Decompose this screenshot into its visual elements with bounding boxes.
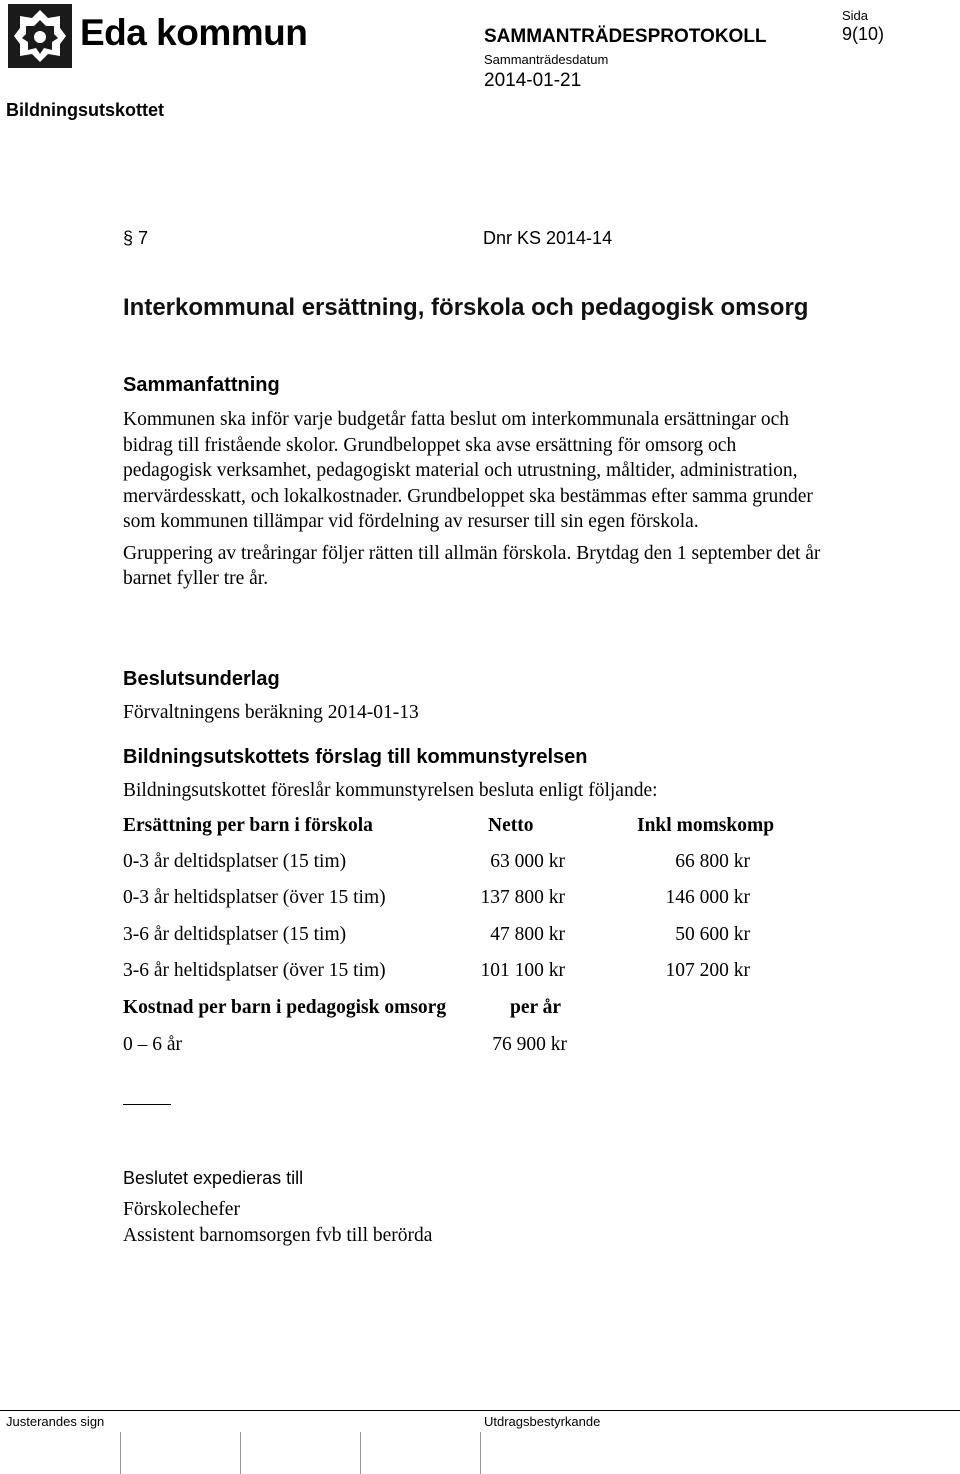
table-header: Ersättning per barn i förskola xyxy=(123,815,373,836)
document-type: SAMMANTRÄDESPROTOKOLL xyxy=(484,26,767,47)
dispatch-list xyxy=(123,1197,823,1248)
summary-heading: Sammanfattning xyxy=(123,374,280,396)
basis-heading: Beslutsunderlag xyxy=(123,668,280,690)
table-cell: 3-6 år heltidsplatser (över 15 tim) xyxy=(123,960,386,981)
table-cell: 0 – 6 år xyxy=(123,1034,183,1055)
dispatch-recipient: Assistent barnomsorgen fvb till berörda xyxy=(123,1224,433,1246)
table-cell: 0-3 år deltidsplatser (15 tim) xyxy=(123,851,347,872)
separator-rule xyxy=(123,1104,171,1105)
table-cell: 137 800 kr xyxy=(480,887,565,908)
meeting-date-label: Sammanträdesdatum xyxy=(484,52,609,67)
table-header: Kostnad per barn i pedagogisk omsorg xyxy=(123,997,447,1018)
dispatch-heading: Beslutet expedieras till xyxy=(123,1168,304,1188)
meeting-date: 2014-01-21 xyxy=(484,70,582,91)
summary-paragraph: Gruppering av treåringar följer rätten till allmän förskola. Brytdag den 1 september det år barnet fyller tre år. xyxy=(123,542,821,589)
table-header: Inkl momskomp xyxy=(637,815,775,836)
table-header: Netto xyxy=(488,815,534,836)
table-cell: 47 800 kr xyxy=(490,924,565,945)
proposal-text: Bildningsutskottet föreslår kommunstyrelsen besluta enligt följande: xyxy=(123,780,658,801)
summary-body xyxy=(123,407,823,592)
org-name: Eda kommun xyxy=(80,12,308,53)
table-cell: 66 800 kr xyxy=(675,851,750,872)
page-number: 9(10) xyxy=(842,24,885,44)
summary-paragraph: Kommunen ska inför varje budgetår fatta beslut om interkommunala ersättningar och bidrag till fristående skolor. Grundbeloppet ska avse ersättning för omsorg och pedagogisk verksamhet, pedagogiskt material och utrustning, måltider, administration, mervärdesskatt, och lokalkostnader. Grundbeloppet ska bestämmas efter samma grunder som kommunen tillämpar vid fördelning av resurser till sin egen förskola. xyxy=(123,409,813,532)
item-title: Interkommunal ersättning, förskola och pedagogisk omsorg xyxy=(123,294,809,321)
signature-box-divider xyxy=(120,1432,121,1474)
signature-box-divider xyxy=(480,1432,481,1474)
page-label: Sida xyxy=(842,8,869,23)
signature-label: Justerandes sign xyxy=(6,1414,105,1429)
table-cell: 76 900 kr xyxy=(492,1034,567,1055)
table-cell: 107 200 kr xyxy=(665,960,750,981)
table-cell: 146 000 kr xyxy=(665,887,750,908)
table-cell: 3-6 år deltidsplatser (15 tim) xyxy=(123,924,347,945)
table-cell: 63 000 kr xyxy=(490,851,565,872)
table-cell: 101 100 kr xyxy=(480,960,565,981)
dispatch-recipient: Förskolechefer xyxy=(123,1199,240,1220)
committee-name: Bildningsutskottet xyxy=(6,100,164,120)
proposal-heading: Bildningsutskottets förslag till kommunstyrelsen xyxy=(123,746,588,768)
paragraph-mark: § xyxy=(123,228,134,248)
table-header: per år xyxy=(510,997,562,1018)
paragraph-number: 7 xyxy=(138,228,149,248)
case-number: Dnr KS 2014-14 xyxy=(483,228,613,248)
signature-box-divider xyxy=(360,1432,361,1474)
municipality-logo-icon xyxy=(8,4,72,68)
footer-divider xyxy=(0,1410,960,1411)
certification-label: Utdragsbestyrkande xyxy=(484,1414,601,1429)
signature-box-divider xyxy=(240,1432,241,1474)
table-cell: 50 600 kr xyxy=(675,924,750,945)
table-cell: 0-3 år heltidsplatser (över 15 tim) xyxy=(123,887,386,908)
basis-text: Förvaltningens beräkning 2014-01-13 xyxy=(123,702,419,723)
